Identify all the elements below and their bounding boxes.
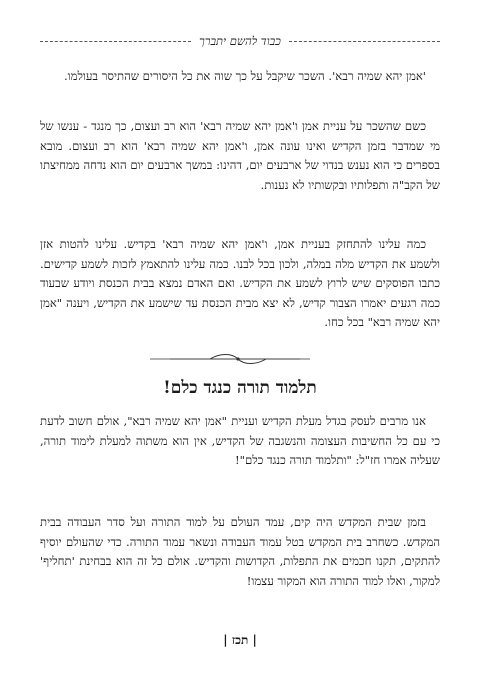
header-rule-left [40,41,191,42]
paragraph-5: בזמן שבית המקדש היה קים, עמד העולם על למוד התורה ועל סדר העבודה בבית המקדש. כשחרב בית המקדש בטל עמוד העבודה ונשאר עמוד התורה. כדי שהעולם יוסיף להתקים, תקנו חכמים את התפלות, הקדושות והקדיש. אולם כל זה הוא בבחינת 'תחליף' למקור, ואלו למוד התורה הוא המקור עצמו! [40,515,440,588]
running-header [40,34,440,48]
section-divider-ornament-icon [150,352,330,366]
running-header-title: כבוד להשם יתברך [199,34,281,48]
paragraph-4: אנו מרבים לעסק בגדל מעלת הקדיש ועניית "אמן יהא שמיה רבא", אולם חשוב לדעת כי עם כל החשיבות העצומה והנשגבה של הקדיש, אין הוא משתוה למעלת לימוד תורה, שעליה אמרו חז"ל: "ותלמוד תורה כנגד כלם"! [40,414,440,468]
section-title: תלמוד תורה כנגד כלם! [163,378,317,398]
header-rule-right [289,41,440,42]
page-number: | תכז | [223,633,257,647]
paragraph-2: כשם שהשכר על עניית אמן ו'אמן יהא שמיה רבא' הוא רב ועצום, כך מנגד - ענשו של מי שמדבר בזמן הקדיש ואינו עונה אמן, ו'אמן יהא שמיה רבא' הוא רב ועצום. מובא בספרים כי הוא נענש בנדוי של ארבעים יום, דהינו: במשך ארבעים יום הוא נדחה ממחיצתו של הקב"ה ותפלותיו ובקשותיו לא נענות. [40,119,440,192]
paragraph-1: 'אמן יהא שמיה רבא'. השכר שיקבל על כך שוה את כל היסורים שהתיסר בעולמו. [63,69,426,83]
paragraph-3: כמה עלינו להתחזק בעניית אמן, ו'אמן יהא שמיה רבא' בקדיש. עלינו להטות אזן ולשמע את הקדיש מלה במלה, ולכון בכל לבנו. כמה עלינו להתאמץ לזכות לשמע קדישים. כתבו הפוסקים שיש לרוץ לשמע את הקדיש. ואם האדם נמצא בבית הכנסת ויודע שבעוד כמה רגעים יאמרו הצבור קדיש, לא יצא מבית הכנסת עד שישמע את הקדיש, ויענה "אמן יהא שמיה רבא" בכל כחו. [40,237,440,330]
